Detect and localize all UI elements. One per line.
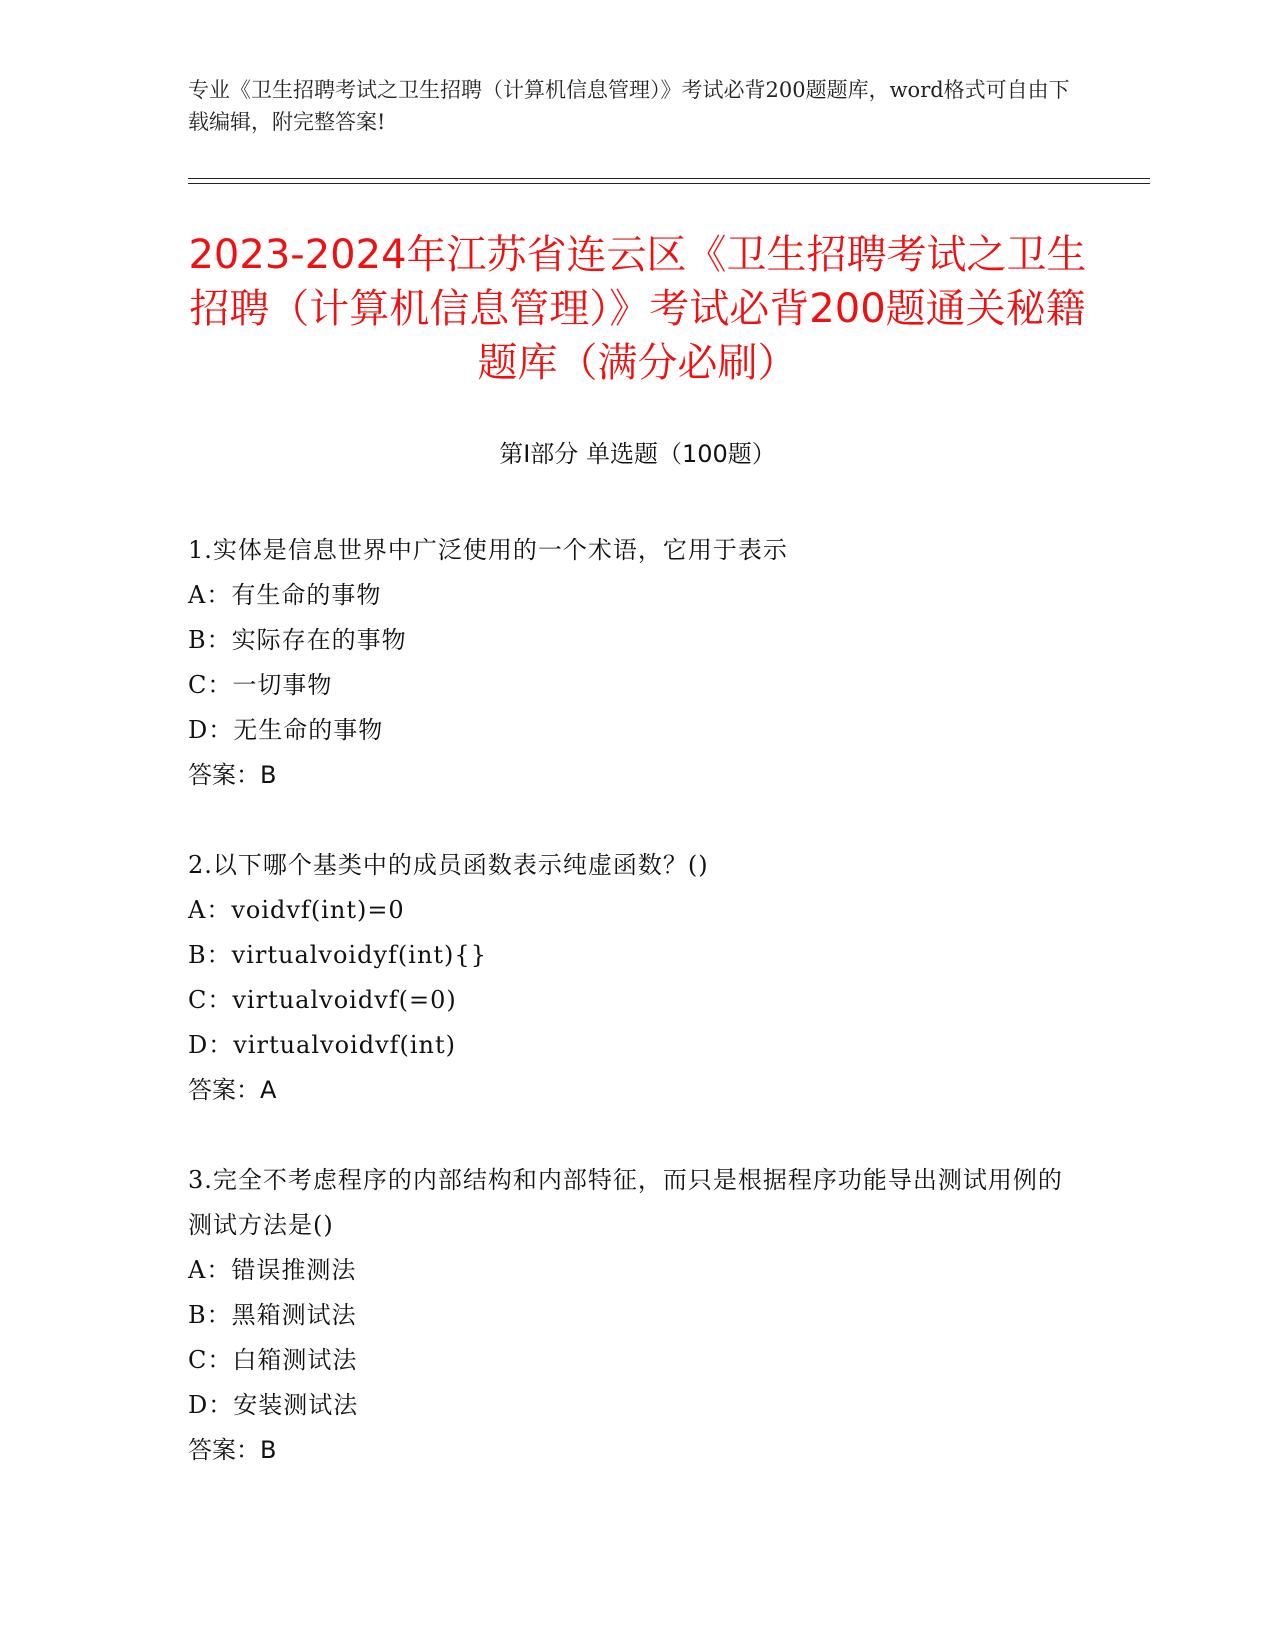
header-rule-bottom	[188, 183, 1150, 184]
option-b: B：黑箱测试法	[188, 1301, 357, 1329]
option-a: A：voidvf(int)=0	[188, 896, 405, 924]
option-c: C：virtualvoidvf(=0)	[188, 986, 457, 1014]
option-a: A：有生命的事物	[188, 581, 382, 609]
question-2	[188, 843, 1068, 1113]
question-stem: 2.以下哪个基类中的成员函数表示纯虚函数？()	[188, 851, 709, 879]
question-stem: 3.完全不考虑程序的内部结构和内部特征，而只是根据程序功能导出测试用例的测试方法是()	[188, 1166, 1063, 1239]
answer: 答案：A	[188, 1076, 277, 1104]
header-rule-top	[188, 178, 1150, 179]
answer: 答案：B	[188, 1436, 277, 1464]
question-3	[188, 1158, 1068, 1473]
option-a: A：错误推测法	[188, 1256, 357, 1284]
option-d: D：安装测试法	[188, 1391, 359, 1419]
answer: 答案：B	[188, 761, 277, 789]
question-list	[188, 528, 1068, 1518]
option-c: C：一切事物	[188, 671, 333, 699]
question-stem: 1.实体是信息世界中广泛使用的一个术语，它用于表示	[188, 536, 788, 564]
header-note: 专业《卫生招聘考试之卫生招聘（计算机信息管理）》考试必背200题题库，word格式可自由下载编辑，附完整答案!	[188, 78, 1070, 134]
section-heading: 第I部分 单选题（100题）	[499, 440, 776, 468]
option-b: B：virtualvoidyf(int){}	[188, 941, 487, 969]
option-d: D：virtualvoidvf(int)	[188, 1031, 457, 1059]
option-c: C：白箱测试法	[188, 1346, 358, 1374]
document-title: 2023-2024年江苏省连云区《卫生招聘考试之卫生招聘（计算机信息管理）》考试必背200题通关秘籍题库（满分必刷）	[188, 232, 1087, 386]
option-b: B：实际存在的事物	[188, 626, 407, 654]
option-d: D：无生命的事物	[188, 716, 384, 744]
question-1	[188, 528, 1068, 798]
